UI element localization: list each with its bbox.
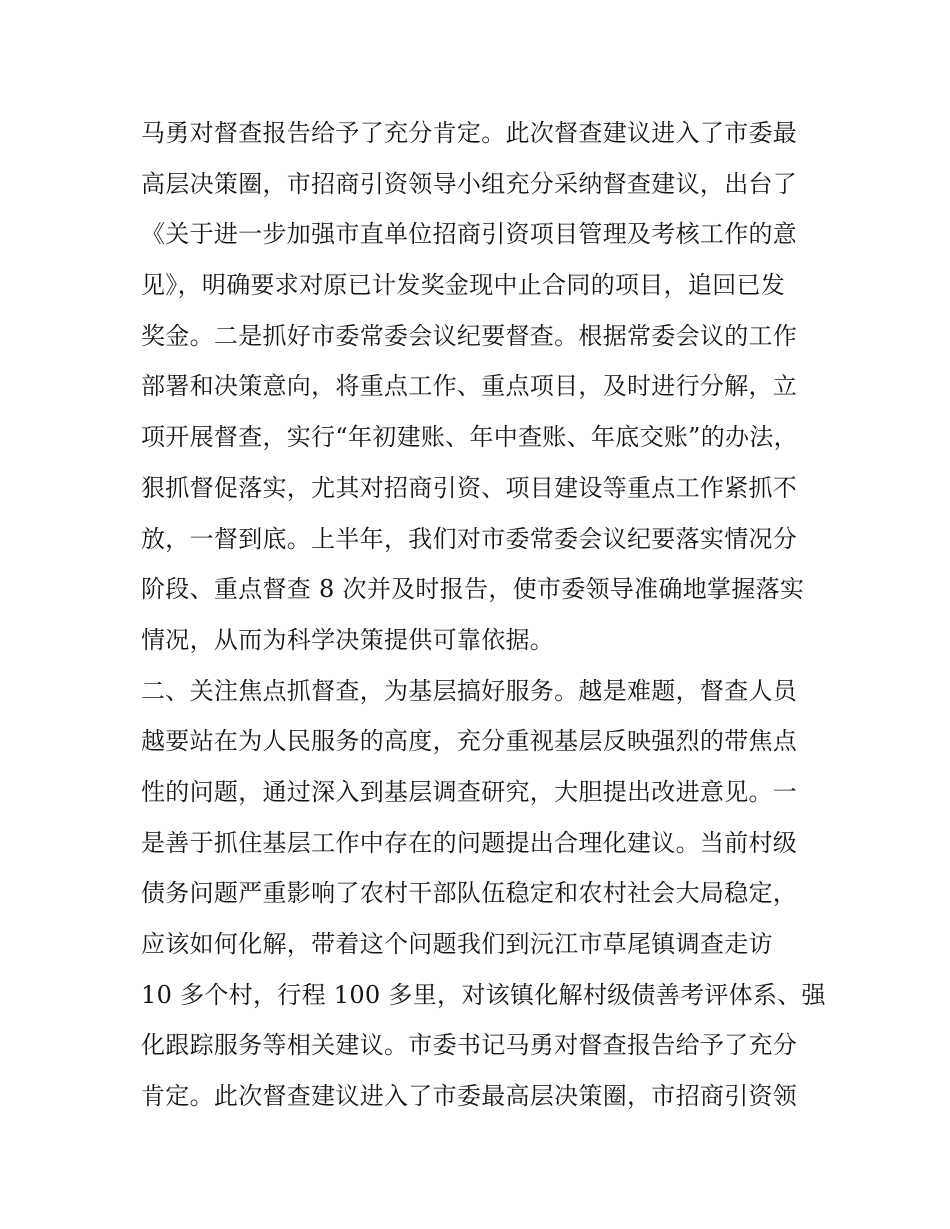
text-line-10: 阶段、重点督查 8 次并及时报告，使市委领导准确地掌握落实 (141, 575, 805, 604)
text-line-6: 部署和决策意向，将重点工作、重点项目，及时进行分解，立 (141, 372, 798, 401)
text-line-18: 10 多个村，行程 100 多里，对该镇化解村级债善考评体系、强 (141, 980, 826, 1009)
text-line-11: 情况，从而为科学决策提供可靠依据。 (141, 625, 555, 654)
text-line-4: 见》，明确要求对原已计发奖金现中止合同的项目，追回已发 (141, 271, 786, 300)
text-line-3: 《关于进一步加强市直单位招商引资项目管理及考核工作的意 (141, 220, 798, 249)
text-line-8: 狠抓督促落实，尤其对招商引资、项目建设等重点工作紧抓不 (141, 473, 798, 502)
text-line-19: 化跟踪服务等相关建议。市委书记马勇对督查报告给予了充分 (141, 1031, 798, 1060)
text-line-15: 是善于抓住基层工作中存在的问题提出合理化建议。当前村级 (141, 828, 798, 857)
text-line-7: 项开展督查，实行“年初建账、年中查账、年底交账”的办法， (141, 423, 798, 452)
body-text (141, 108, 826, 1122)
text-line-16: 债务问题严重影响了农村干部队伍稳定和农村社会大局稳定， (141, 879, 798, 908)
text-line-20: 肯定。此次督查建议进入了市委最高层决策圈，市招商引资领 (141, 1082, 798, 1111)
text-line-13: 越要站在为人民服务的高度，充分重视基层反映强烈的带焦点 (141, 727, 798, 756)
text-line-12: 二、关注焦点抓督查，为基层搞好服务。越是难题，督查人员 (141, 676, 798, 705)
text-line-14: 性的问题，通过深入到基层调查研究，大胆提出改进意见。一 (141, 777, 798, 806)
text-line-9: 放，一督到底。上半年，我们对市委常委会议纪要落实情况分 (141, 524, 798, 553)
text-line-1: 马勇对督查报告给予了充分肯定。此次督查建议进入了市委最 (141, 119, 798, 147)
text-line-5: 奖金。二是抓好市委常委会议纪要督查。根据常委会议的工作 (141, 321, 798, 350)
text-line-2: 高层决策圈，市招商引资领导小组充分采纳督查建议，出台了 (141, 169, 798, 198)
text-line-17: 应该如何化解，带着这个问题我们到沅江市草尾镇调查走访 (141, 930, 773, 958)
